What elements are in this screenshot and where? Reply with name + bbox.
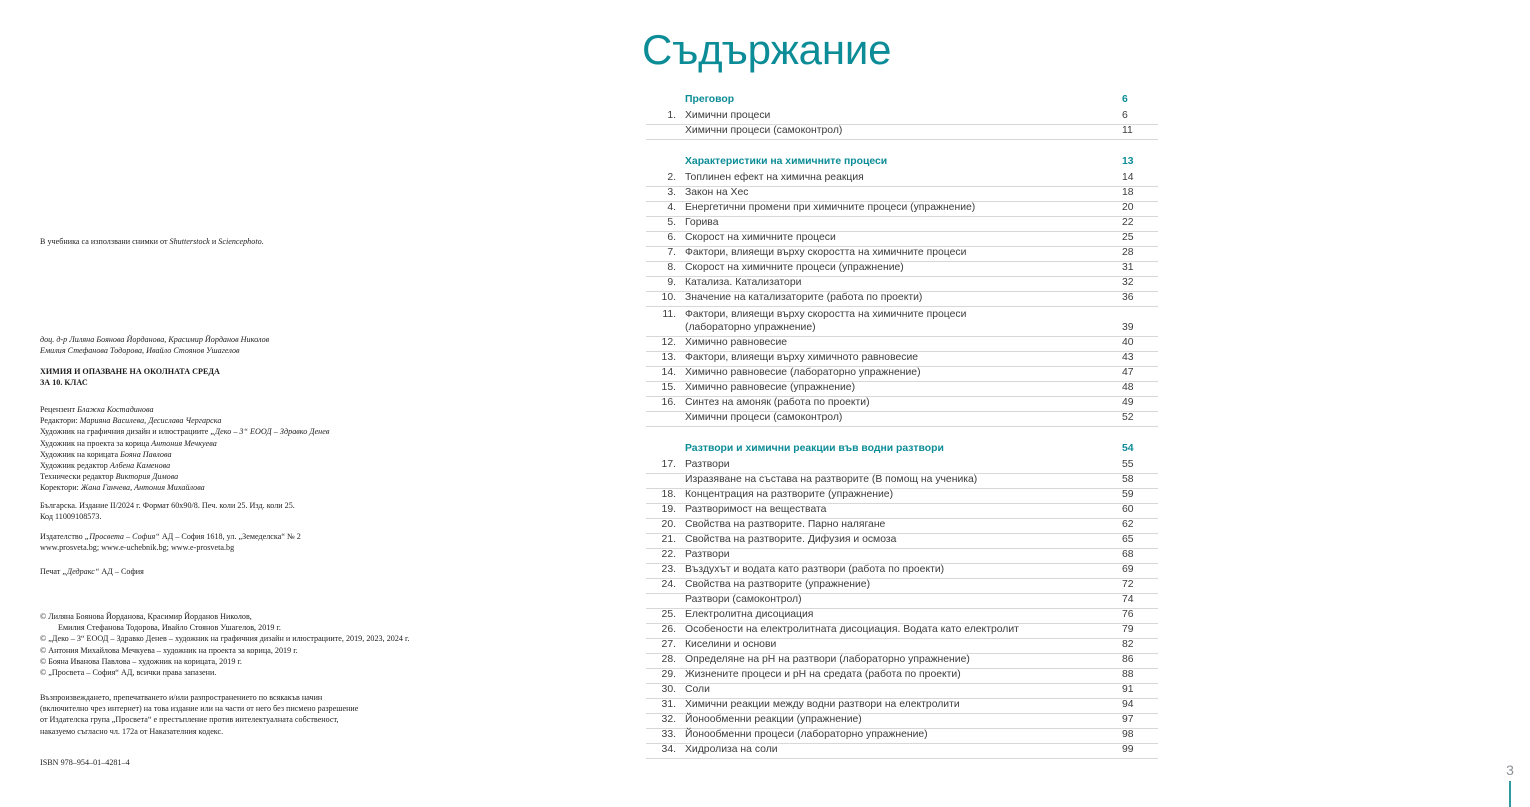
toc-entry-number: 7.	[667, 247, 676, 258]
toc-entry-label: Свойства на разтворите (упражнение)	[685, 579, 871, 590]
team-role: Художник на графичния дизайн и илюстрациите	[40, 427, 211, 437]
toc-entry[interactable]	[646, 352, 1158, 367]
rights-reserved-block	[40, 692, 358, 737]
publisher-suffix: АД – София 1618, ул. „Земеделска“ № 2	[159, 532, 301, 541]
toc-entry-label: Определяне на рН на разтвори (лабораторно упражнение)	[685, 654, 970, 665]
copyright-line: Емилия Стефанова Тодорова, Ивайло Стоянов Ушагелов, 2019 г.	[58, 623, 281, 633]
toc-entry-number: 28.	[661, 654, 676, 665]
toc-entry[interactable]	[646, 382, 1158, 397]
printer-prefix: Печат	[40, 567, 63, 576]
toc-entry[interactable]	[646, 262, 1158, 277]
toc-entry-label: Разтвори	[685, 549, 730, 560]
copyright-line: © Антония Михайлова Мечкуева – художник на проекта за корица, 2019 г.	[40, 645, 298, 655]
printer-name: „Дедракс“	[62, 567, 100, 576]
toc-entry-page: 68	[1122, 549, 1134, 560]
toc-entry-label: Изразяване на състава на разтворите (В помощ на ученика)	[685, 474, 978, 485]
publisher-block	[40, 531, 301, 553]
toc-entry-number: 24.	[661, 579, 676, 590]
toc-entry-label: Химично равновесие (лабораторно упражнение)	[685, 367, 921, 378]
toc-entry-number: 15.	[661, 382, 676, 393]
toc-entry[interactable]	[646, 172, 1158, 187]
toc-entry[interactable]	[646, 110, 1158, 125]
toc-entry-page: 69	[1122, 564, 1134, 575]
photo-credit-end: .	[261, 237, 264, 246]
team-role: Художник на корицата	[40, 449, 121, 459]
photo-credit-prefix: В учебника са използвани снимки от	[40, 237, 170, 246]
toc-entry-label: Химични реакции между водни разтвори на електролити	[685, 699, 960, 710]
toc-entry-number: 26.	[661, 624, 676, 635]
toc-entry-label: Химични процеси (самоконтрол)	[685, 412, 843, 423]
book-title-line: ХИМИЯ И ОПАЗВАНЕ НА ОКОЛНАТА СРЕДА	[40, 367, 220, 376]
toc-entry-page: 11	[1122, 125, 1133, 136]
toc-entry[interactable]	[646, 474, 1158, 489]
toc-entry-number: 16.	[661, 397, 676, 408]
toc-entry[interactable]	[646, 232, 1158, 247]
toc-entry-page: 79	[1122, 624, 1134, 635]
toc-entry-page: 20	[1122, 202, 1134, 213]
toc-entry-number: 1.	[667, 110, 676, 121]
team-row	[40, 460, 329, 471]
toc-entry-label: Закон на Хес	[685, 187, 749, 198]
toc-entry-number: 34.	[661, 744, 676, 755]
folio	[1490, 762, 1530, 807]
toc-entry-page: 52	[1122, 412, 1134, 423]
imprint-page	[0, 0, 600, 807]
publisher-websites: www.prosveta.bg; www.e-uchebnik.bg; www.e-prosveta.bg	[40, 543, 235, 553]
production-team-block	[40, 404, 329, 494]
toc-entry-number: 32.	[661, 714, 676, 725]
toc-entry[interactable]	[646, 609, 1158, 624]
toc-entry-label: Разтвори (самоконтрол)	[685, 594, 802, 605]
team-row	[40, 471, 329, 482]
printer-suffix: АД – София	[99, 567, 144, 576]
team-name: Албена Каменова	[109, 461, 171, 471]
printer-block	[40, 566, 144, 577]
toc-entry[interactable]	[646, 337, 1158, 352]
toc-entry[interactable]	[646, 564, 1158, 579]
toc-entry-label: Скорост на химичните процеси (упражнение)	[685, 262, 904, 273]
toc-entry[interactable]	[646, 247, 1158, 262]
toc-entry-page: 14	[1122, 172, 1134, 183]
toc-entry-number: 3.	[667, 187, 676, 198]
toc-entry-label: Разтвори	[685, 459, 730, 470]
toc-entry-label: Топлинен ефект на химична реакция	[685, 172, 864, 183]
toc-entry-label: Жизнените процеси и рН на средата (работа по проекти)	[685, 669, 961, 680]
toc-entry-label: Катализа. Катализатори	[685, 277, 802, 288]
toc-entry-page: 72	[1122, 579, 1134, 590]
edition-info-block	[40, 500, 295, 522]
toc-entry[interactable]	[646, 624, 1158, 639]
team-row	[40, 426, 329, 437]
edition-code-line: Код 11009108573.	[40, 512, 102, 522]
toc-entry-page: 43	[1122, 352, 1134, 363]
toc-entry-number: 17.	[661, 459, 676, 470]
folio-rule	[1509, 781, 1511, 807]
toc-entry-label: Химични процеси (самоконтрол)	[685, 125, 843, 136]
toc-entry-label: Химични процеси	[685, 110, 771, 121]
toc-entry[interactable]	[646, 292, 1158, 307]
rights-line: (включително чрез интернет) на това издание или на части от него без писмено разрешение	[40, 704, 359, 714]
toc-entry-page: 91	[1122, 684, 1134, 695]
toc-entry-label: Енергетични промени при химичните процеси (упражнение)	[685, 202, 976, 213]
toc-entry-number: 9.	[667, 277, 676, 288]
toc-entry-label: Разтворимост на веществата	[685, 504, 827, 515]
team-role: Технически редактор	[40, 472, 116, 482]
toc-entry-label: Значение на катализаторите (работа по проекти)	[685, 292, 923, 303]
toc-entry[interactable]	[646, 549, 1158, 564]
toc-entry-label: Свойства на разтворите. Парно налягане	[685, 519, 886, 530]
team-row	[40, 404, 329, 415]
toc-entry-number: 5.	[667, 217, 676, 228]
toc-entry-number: 33.	[661, 729, 676, 740]
toc-section-heading[interactable]	[646, 156, 1158, 172]
toc-entry-label: Въздухът и водата като разтвори (работа по проекти)	[685, 564, 945, 575]
toc-entry[interactable]	[646, 639, 1158, 654]
toc-entry-page: 39	[1122, 322, 1134, 333]
isbn-block	[40, 757, 130, 768]
rights-line: Възпроизвеждането, препечатването и/или разпространението по всякакъв начин	[40, 693, 323, 702]
toc-entry-page: 6	[1122, 110, 1128, 121]
book-title-line: ЗА 10. КЛАС	[40, 378, 88, 388]
toc-entry-number: 10.	[661, 292, 676, 303]
toc-entry-page: 32	[1122, 277, 1134, 288]
toc-entry-number: 19.	[661, 504, 676, 515]
photo-source-sciencephoto: Sciencephoto	[218, 237, 262, 246]
photo-credit-line	[40, 236, 264, 247]
toc-entry[interactable]	[646, 459, 1158, 474]
toc-entry[interactable]	[646, 412, 1158, 427]
publisher-address-line	[40, 531, 301, 542]
toc-entry-page: 47	[1122, 367, 1134, 378]
toc-entry-page: 22	[1122, 217, 1134, 228]
toc-entry[interactable]	[646, 594, 1158, 609]
toc-entry-number: 14.	[661, 367, 676, 378]
toc-entry-continuation[interactable]	[646, 322, 1158, 337]
team-role: Рецензент	[40, 405, 78, 414]
toc-entry-number: 22.	[661, 549, 676, 560]
toc-entry-label: (лабораторно упражнение)	[685, 322, 816, 333]
toc-entry-page: 74	[1122, 594, 1134, 605]
copyright-block	[40, 611, 409, 678]
copyright-line: © Бояна Иванова Павлова – художник на корицата, 2019 г.	[40, 656, 242, 666]
toc-entry-label: Химично равновесие	[685, 337, 788, 348]
toc-entry-page: 97	[1122, 714, 1134, 725]
toc-entry-page: 94	[1122, 699, 1134, 710]
toc-entry-page: 48	[1122, 382, 1134, 393]
team-name: „Деко – 3“ ЕООД – Здравко Денев	[210, 427, 330, 437]
toc-entry-label: Концентрация на разтворите (упражнение)	[685, 489, 894, 500]
toc-entry-label: Йонообменни процеси (лабораторно упражнение)	[685, 729, 928, 740]
toc-entry[interactable]	[646, 367, 1158, 382]
rights-line: наказуемо съгласно чл. 172а от Наказателния кодекс.	[40, 726, 224, 736]
toc-entry-page: 60	[1122, 504, 1134, 515]
toc-entry-page: 58	[1122, 474, 1134, 485]
toc-entry-label: Хидролиза на соли	[685, 744, 778, 755]
edition-line: Българска. Издание II/2024 г. Формат 60x90/8. Печ. коли 25. Изд. коли 25.	[40, 501, 295, 510]
toc-entry[interactable]	[646, 534, 1158, 549]
team-row	[40, 415, 329, 426]
team-row	[40, 482, 329, 493]
toc-entry-label: Фактори, влияещи върху скоростта на химичните процеси	[685, 247, 967, 258]
team-row	[40, 438, 329, 449]
toc-section-heading[interactable]	[646, 443, 1158, 459]
publisher-prefix: Издателство	[40, 532, 85, 541]
toc-entry-page: 18	[1122, 187, 1134, 198]
toc-entry[interactable]	[646, 187, 1158, 202]
author-line: доц. д-р Лиляна Боянова Йорданова, Красимир Йорданов Николов	[40, 335, 270, 344]
toc-entry-number: 11.	[662, 309, 676, 320]
toc-entry-label: Горива	[685, 217, 719, 228]
toc-entry-page: 13	[1122, 156, 1134, 167]
toc-entry[interactable]	[646, 729, 1158, 744]
toc-entry[interactable]	[646, 277, 1158, 292]
toc-entry[interactable]	[646, 684, 1158, 699]
toc-entry-number: 4.	[667, 202, 676, 213]
toc-entry-number: 23.	[661, 564, 676, 575]
toc-entry-page: 36	[1122, 292, 1134, 303]
toc-entry-page: 62	[1122, 519, 1134, 530]
toc-entry-number: 20.	[661, 519, 676, 530]
toc-list	[646, 94, 1158, 759]
team-role: Редактори:	[40, 416, 80, 426]
toc-section-gap	[646, 427, 1158, 443]
toc-entry-number: 21.	[661, 534, 676, 545]
toc-entry[interactable]	[646, 714, 1158, 729]
toc-entry-page: 31	[1122, 262, 1134, 273]
book-title-block	[40, 366, 220, 388]
toc-section-label: Разтвори и химични реакции във водни разтвори	[685, 443, 944, 454]
toc-entry-label: Соли	[685, 684, 710, 695]
toc-entry[interactable]	[646, 202, 1158, 217]
toc-section-heading[interactable]	[646, 94, 1158, 110]
team-name: Бояна Павлова	[120, 449, 172, 459]
toc-entry-number: 29.	[661, 669, 676, 680]
toc-entry-label: Фактори, влияещи върху химичното равновесие	[685, 352, 919, 363]
toc-entry-page: 82	[1122, 639, 1134, 650]
toc-entry[interactable]	[646, 125, 1158, 140]
toc-entry-page: 54	[1122, 443, 1134, 454]
page-title: Съдържание	[642, 26, 892, 73]
toc-entry-number: 12.	[661, 337, 676, 348]
toc-entry-label: Електролитна дисоциация	[685, 609, 814, 620]
toc-entry-page: 86	[1122, 654, 1134, 665]
toc-entry-page: 25	[1122, 232, 1134, 243]
toc-entry[interactable]	[646, 654, 1158, 669]
toc-entry[interactable]	[646, 669, 1158, 684]
toc-entry[interactable]	[646, 579, 1158, 594]
toc-entry-label: Химично равновесие (упражнение)	[685, 382, 856, 393]
toc-entry-number: 2.	[667, 172, 676, 183]
photo-credit-join: и	[209, 237, 219, 246]
rights-line: от Издателска група „Просвета“ е престъпление против интелектуалната собственост,	[40, 715, 339, 725]
toc-entry[interactable]	[646, 519, 1158, 534]
toc-entry-page: 28	[1122, 247, 1134, 258]
toc-entry-page: 65	[1122, 534, 1134, 545]
team-role: Художник редактор	[40, 461, 110, 471]
toc-entry-number: 27.	[661, 639, 676, 650]
toc-entry-page: 40	[1122, 337, 1134, 348]
page-number: 3	[1506, 762, 1514, 778]
team-name: Антония Мечкуева	[151, 438, 217, 448]
publisher-name: „Просвета – София“	[84, 532, 160, 541]
toc-entry-page: 6	[1122, 94, 1128, 105]
toc-section-label: Преговор	[685, 94, 735, 105]
authors-block	[40, 334, 269, 356]
toc-entry[interactable]	[646, 504, 1158, 519]
toc-entry-page: 59	[1122, 489, 1134, 500]
toc-section-label: Характеристики на химичните процеси	[685, 156, 888, 167]
toc-entry-label: Синтез на амоняк (работа по проекти)	[685, 397, 870, 408]
copyright-line: © „Деко – 3“ ЕООД – Здравко Денев – художник на графичния дизайн и илюстрациите, 2019, 2023, 2024 г.	[40, 634, 410, 644]
toc-entry-label: Свойства на разтворите. Дифузия и осмоза	[685, 534, 897, 545]
team-name: Марияна Василева, Десислава Чергарска	[79, 416, 222, 426]
toc-entry-number: 25.	[661, 609, 676, 620]
toc-entry[interactable]	[646, 744, 1158, 759]
toc-entry-number: 30.	[661, 684, 676, 695]
team-name: Блажка Костадинова	[77, 405, 154, 414]
toc-entry-number: 31.	[661, 699, 676, 710]
isbn-value: ISBN 978–954–01–4281–4	[40, 758, 130, 767]
toc-entry-number: 18.	[661, 489, 676, 500]
toc-entry-page: 76	[1122, 609, 1134, 620]
toc-entry-number: 8.	[667, 262, 676, 273]
toc-entry[interactable]	[646, 489, 1158, 504]
copyright-line: © „Просвета – София“ АД, всички права запазени.	[40, 668, 217, 678]
toc-entry[interactable]	[646, 217, 1158, 232]
toc-entry-number: 13.	[661, 352, 676, 363]
toc-entry-page: 98	[1122, 729, 1134, 740]
toc-entry-page: 88	[1122, 669, 1134, 680]
team-role: Художник на проекта за корица	[40, 438, 152, 448]
toc-entry-label: Скорост на химичните процеси	[685, 232, 836, 243]
toc-entry-label: Особености на електролитната дисоциация. Водата като електролит	[685, 624, 1019, 635]
printer-line	[40, 566, 144, 577]
toc-entry-label: Киселини и основи	[685, 639, 777, 650]
team-name: Жана Ганчева, Антония Михайлова	[80, 483, 205, 493]
toc-section-gap	[646, 140, 1158, 156]
author-line: Емилия Стефанова Тодорова, Ивайло Стоянов Ушагелов	[40, 346, 240, 356]
toc-entry[interactable]	[646, 397, 1158, 412]
toc-entry-page: 55	[1122, 459, 1134, 470]
team-name: Виктория Димова	[115, 472, 179, 482]
toc-entry-label: Фактори, влияещи върху скоростта на химичните процеси	[685, 309, 967, 320]
photo-source-shutterstock: Shutterstock	[169, 237, 210, 246]
toc-entry[interactable]	[646, 307, 1158, 322]
toc-entry-number: 6.	[667, 232, 676, 243]
table-of-contents-page	[600, 0, 1514, 807]
copyright-line: © Лиляна Боянова Йорданова, Красимир Йорданов Николов,	[40, 612, 252, 621]
toc-entry-page: 99	[1122, 744, 1134, 755]
toc-entry-label: Йонообменни реакции (упражнение)	[685, 714, 862, 725]
toc-entry-page: 49	[1122, 397, 1134, 408]
team-role: Коректори:	[40, 483, 81, 493]
team-row	[40, 449, 329, 460]
toc-entry[interactable]	[646, 699, 1158, 714]
